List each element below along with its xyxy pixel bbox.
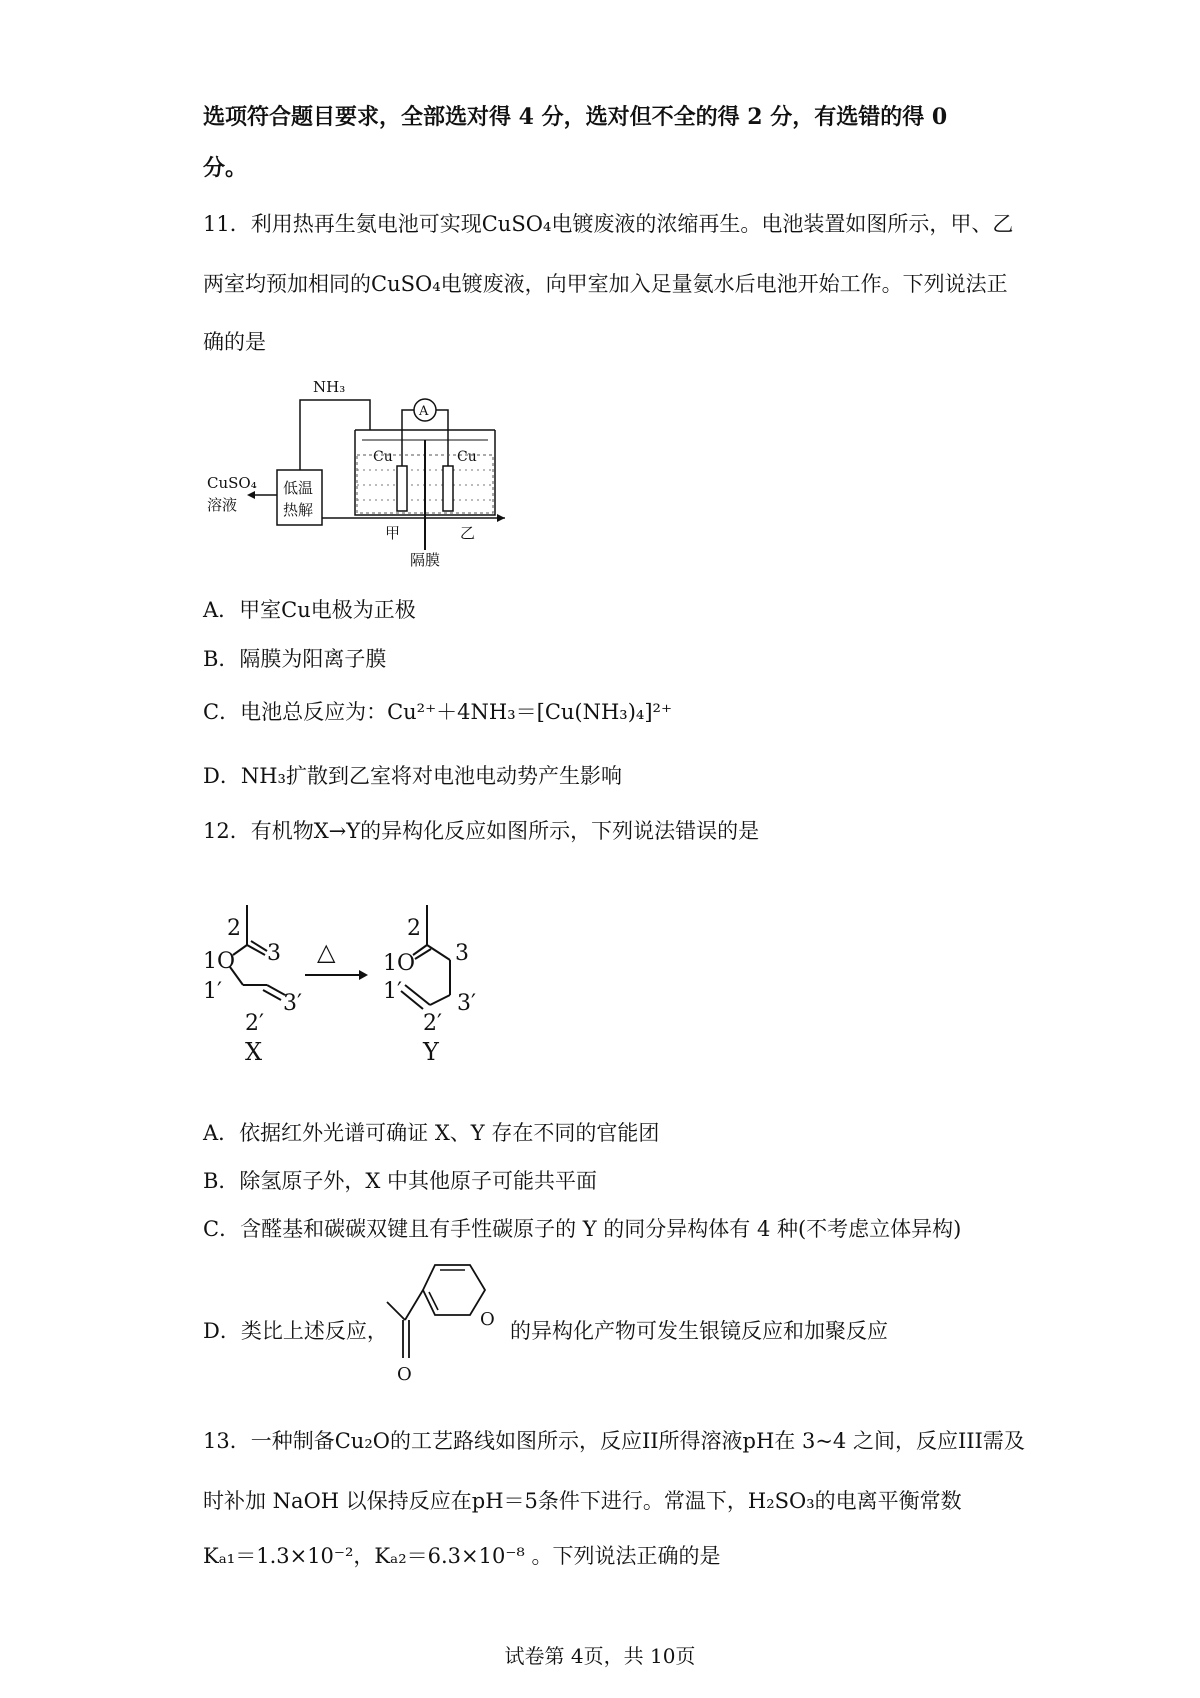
- x-atom-3p: 3′: [283, 991, 302, 1016]
- x-atom-2: 2: [227, 916, 241, 941]
- q11-stem-line-2: 两室均预加相同的CuSO₄电镀废液，向甲室加入足量氨水后电池开始工作。下列说法正: [203, 272, 1008, 296]
- q11-stem-line-3: 确的是: [203, 330, 266, 354]
- left-cu-label: Cu: [373, 449, 393, 465]
- carbonyl-oxygen: O: [397, 1364, 412, 1385]
- nh3-label: NH₃: [313, 378, 346, 396]
- y-atom-3p: 3′: [457, 991, 476, 1016]
- q13-stem-line-2: 时补加 NaOH 以保持反应在pH＝5条件下进行。常温下，H₂SO₃的电离平衡常数: [203, 1489, 962, 1513]
- q13-stem-line-3: Kₐ₁＝1.3×10⁻²，Kₐ₂＝6.3×10⁻⁸ 。下列说法正确的是: [203, 1544, 721, 1568]
- right-cu-electrode: [443, 466, 453, 511]
- x-atom-2p: 2′: [245, 1011, 264, 1036]
- q12-option-d-suffix: 的异构化产物可发生银镜反应和加聚反应: [510, 1319, 888, 1343]
- box-text-1: 低温: [283, 479, 314, 497]
- instruction-line-1: 选项符合题目要求，全部选对得 4 分，选对但不全的得 2 分，有选错的得 0: [203, 104, 948, 130]
- q12-option-c: C．含醛基和碳碳双键且有手性碳原子的 Y 的同分异构体有 4 种(不考虑立体异构): [203, 1217, 962, 1241]
- y-atom-2p: 2′: [423, 1011, 442, 1036]
- q11-battery-diagram: [205, 370, 525, 580]
- instruction-line-2: 分。: [203, 155, 248, 181]
- cuso4-label: CuSO₄: [207, 474, 257, 492]
- heat-symbol: △: [317, 938, 336, 966]
- ring-oxygen: O: [480, 1309, 495, 1330]
- page-footer: 试卷第 4页，共 10页: [504, 1644, 696, 1668]
- q11-option-d: D．NH₃扩散到乙室将对电池电动势产生影响: [203, 764, 622, 788]
- jia-label: 甲: [385, 524, 401, 542]
- x-atom-3: 3: [267, 941, 281, 966]
- q12-option-b: B．除氢原子外，X 中其他原子可能共平面: [203, 1169, 598, 1193]
- q12-option-d-prefix: D．类比上述反应，: [203, 1319, 388, 1343]
- solution-label: 溶液: [207, 496, 238, 514]
- q11-option-b: B．隔膜为阳离子膜: [203, 647, 387, 671]
- y-label: Y: [423, 1038, 439, 1066]
- q11-stem-line-1: 11．利用热再生氨电池可实现CuSO₄电镀废液的浓缩再生。电池装置如图所示，甲、乙: [203, 212, 1014, 236]
- q12-stem-line-1: 12．有机物X→Y的异构化反应如图所示，下列说法错误的是: [203, 819, 760, 843]
- q12-option-d-molecule: [385, 1250, 515, 1395]
- x-label: X: [245, 1038, 263, 1066]
- x-atom-1: 1O: [203, 949, 236, 974]
- right-cu-label: Cu: [457, 449, 477, 465]
- x-atom-1p: 1′: [203, 979, 222, 1004]
- q13-stem-line-1: 13．一种制备Cu₂O的工艺路线如图所示，反应II所得溶液pH在 3~4 之间，反应III需及: [203, 1429, 1025, 1453]
- yi-label: 乙: [460, 524, 476, 542]
- y-atom-3: 3: [455, 941, 469, 966]
- q11-option-c: C．电池总反应为：Cu²⁺＋4NH₃＝[Cu(NH₃)₄]²⁺: [203, 700, 673, 724]
- y-atom-2: 2: [407, 916, 421, 941]
- q12-reaction-diagram: [205, 885, 505, 1065]
- ammeter-label: A: [419, 404, 429, 419]
- q11-option-a: A．甲室Cu电极为正极: [203, 598, 416, 622]
- q12-option-a: A．依据红外光谱可确证 X、Y 存在不同的官能团: [203, 1121, 660, 1145]
- left-cu-electrode: [397, 466, 407, 511]
- box-text-2: 热解: [283, 501, 314, 519]
- y-atom-1p: 1′: [383, 979, 402, 1004]
- membrane-label: 隔膜: [410, 551, 441, 569]
- y-atom-1: 1O: [383, 951, 416, 976]
